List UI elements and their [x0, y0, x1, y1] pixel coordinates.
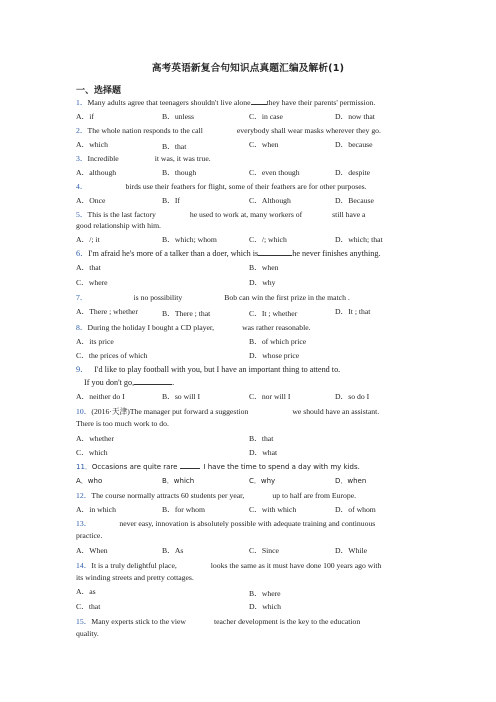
option-b[interactable]: B．for whom	[162, 505, 205, 514]
option-d[interactable]: D．why	[249, 278, 276, 287]
question-text: Occasions are quite rare	[91, 463, 178, 471]
option-a[interactable]: A．There ; whether	[76, 307, 138, 316]
option-c[interactable]: C．which	[76, 448, 108, 457]
question-number: 5．	[76, 210, 88, 219]
option-b[interactable]: B．of which price	[249, 337, 307, 346]
option-b[interactable]: B．where	[249, 589, 281, 598]
option-d[interactable]: D．so do I	[335, 392, 370, 401]
question-8	[76, 322, 422, 333]
option-c[interactable]: C．the prices of which	[76, 351, 148, 360]
question-text: If you don't go,	[84, 378, 135, 387]
question-13	[76, 518, 422, 529]
option-a[interactable]: A．Once	[76, 196, 106, 205]
question-number: 3．	[76, 154, 88, 163]
question-number: 13．	[76, 519, 92, 528]
question-14-continued: its winding streets and pretty cottages.	[76, 573, 194, 582]
question-text: looks the same as it must have done 100 years ago with	[210, 561, 382, 570]
option-a[interactable]: A．which	[76, 140, 109, 149]
question-number: 6．	[76, 249, 89, 258]
option-a[interactable]: A．although	[76, 168, 117, 177]
question-15	[76, 616, 422, 627]
question-text: birds use their feathers for flight, some of their feathers are for other purposes.	[125, 182, 367, 191]
question-text: he never finishes anything.	[292, 249, 381, 258]
option-a[interactable]: A．When	[76, 546, 108, 555]
option-b[interactable]: B．which	[162, 477, 195, 485]
question-number: 15．	[76, 617, 92, 626]
question-text: This is the last factory	[87, 210, 156, 219]
question-number: 12．	[76, 491, 92, 500]
option-a[interactable]: A．in which	[76, 505, 116, 514]
question-text: .	[172, 378, 175, 387]
option-c[interactable]: C．/; which	[249, 235, 287, 244]
option-a[interactable]: A．whether	[76, 434, 114, 443]
option-c[interactable]: C．even though	[249, 168, 300, 177]
option-b[interactable]: B．which; whom	[162, 235, 217, 244]
option-a[interactable]: A．as	[76, 587, 96, 596]
option-c[interactable]: C．where	[76, 278, 108, 287]
option-b[interactable]: B．As	[162, 546, 184, 555]
option-d[interactable]: D．when	[335, 477, 367, 485]
option-c[interactable]: C．nor will I	[249, 392, 291, 401]
question-text: Many adults agree that teenagers shouldn't live alone	[87, 98, 251, 107]
option-a[interactable]: A．/; it	[76, 235, 100, 244]
question-5	[76, 209, 422, 220]
option-a[interactable]: A．its price	[76, 337, 114, 346]
question-text: still have a	[332, 210, 366, 219]
option-a[interactable]: A．neither do I	[76, 392, 125, 401]
question-15-continued: quality.	[76, 629, 99, 638]
option-d[interactable]: D．now that	[335, 112, 375, 121]
option-c[interactable]: C．why	[249, 477, 276, 485]
question-text: It is a truly delightful place,	[91, 561, 177, 570]
option-d[interactable]: D．of whom	[335, 505, 376, 514]
option-a[interactable]: A．if	[76, 112, 94, 121]
question-text: Many experts stick to the view	[91, 617, 186, 626]
option-b[interactable]: B．though	[162, 168, 197, 177]
option-a[interactable]: A．who	[76, 477, 103, 485]
option-b[interactable]: B．If	[162, 196, 180, 205]
option-c[interactable]: C．that	[76, 602, 101, 611]
question-10-continued: There is too much work to do.	[76, 419, 169, 428]
question-text: During the holiday I bought a CD player,	[87, 323, 215, 332]
option-c[interactable]: C．Although	[249, 196, 291, 205]
question-number: 2．	[76, 126, 88, 135]
question-3	[76, 153, 422, 164]
question-text: Bob can win the first prize in the match .	[224, 293, 350, 302]
option-d[interactable]: D．which	[249, 602, 282, 611]
option-d[interactable]: D．While	[335, 546, 368, 555]
option-c[interactable]: C．Since	[249, 546, 279, 555]
question-2	[76, 125, 422, 136]
option-d[interactable]: D．Because	[335, 196, 374, 205]
question-6	[76, 248, 422, 259]
question-number: 11．	[76, 463, 92, 471]
question-text: I have the time to spend a day with my kids.	[203, 463, 360, 471]
question-9-continued	[84, 377, 430, 388]
question-text: we should have an assistant.	[292, 407, 380, 416]
question-number: 10．	[76, 407, 92, 416]
answer-blank	[251, 98, 267, 105]
question-text: was rather reasonable.	[242, 323, 311, 332]
option-b[interactable]: B．that	[162, 142, 187, 151]
question-text: I'd like to play football with you, but I have an important thing to attend to.	[94, 365, 341, 374]
question-text: is no possibility	[133, 293, 183, 302]
option-d[interactable]: D．because	[335, 140, 373, 149]
question-13-continued: practice.	[76, 531, 103, 540]
question-number: 14．	[76, 561, 92, 570]
option-a[interactable]: A．that	[76, 263, 101, 272]
option-d[interactable]: D．whose price	[249, 351, 300, 360]
option-d[interactable]: D．despite	[335, 168, 371, 177]
question-text: The whole nation responds to the call	[87, 126, 203, 135]
option-b[interactable]: B．so will I	[162, 392, 201, 401]
question-7	[76, 292, 422, 303]
question-text: The course normally attracts 60 students per year,	[91, 491, 245, 500]
question-text: he used to work at, many workers of	[189, 210, 303, 219]
question-text: never easy, innovation is absolutely possible with adequate training and continuous	[119, 519, 376, 528]
question-text: (2016·天津)The manager put forward a suggestion	[91, 407, 249, 416]
option-d[interactable]: D．which; that	[335, 235, 383, 244]
option-c[interactable]: C．with which	[249, 505, 297, 514]
option-b[interactable]: B．unless	[162, 112, 195, 121]
question-1	[76, 97, 422, 108]
option-d[interactable]: D．what	[249, 448, 278, 457]
question-text: it was, it was true.	[154, 154, 211, 163]
question-9	[76, 364, 422, 375]
option-b[interactable]: B．that	[249, 434, 274, 443]
option-c[interactable]: C．in case	[249, 112, 283, 121]
question-text: I'm afraid he's more of a talker than a doer, which is	[88, 249, 259, 258]
question-text: they have their parents' permission.	[266, 98, 376, 107]
answer-blank	[258, 249, 292, 256]
option-c[interactable]: C．when	[249, 140, 279, 149]
question-number: 8．	[76, 323, 88, 332]
question-11	[76, 462, 422, 473]
question-4	[76, 181, 422, 192]
question-14	[76, 560, 422, 571]
question-number: 4．	[76, 182, 88, 191]
answer-blank	[180, 462, 200, 469]
page-title: 高考英语新复合句知识点真题汇编及解析(1)	[151, 63, 345, 74]
option-c[interactable]: C．It ; whether	[249, 309, 298, 318]
question-number: 9．	[76, 365, 89, 374]
question-text: teacher development is the key to the education	[213, 617, 361, 626]
question-5-continued: good relationship with him.	[76, 221, 161, 230]
answer-blank	[134, 378, 175, 387]
question-number: 1．	[76, 98, 88, 107]
question-number: 7．	[76, 293, 88, 302]
question-10	[76, 406, 422, 417]
question-text: up to half are from Europe.	[272, 491, 357, 500]
question-12	[76, 490, 422, 501]
section-heading: 一、选择题	[76, 86, 122, 96]
question-text: everybody shall wear masks wherever they go.	[236, 126, 381, 135]
option-d[interactable]: D．It ; that	[335, 307, 371, 316]
option-b[interactable]: B．There ; that	[162, 309, 211, 318]
question-text: Incredible	[87, 154, 119, 163]
option-b[interactable]: B．when	[249, 263, 279, 272]
